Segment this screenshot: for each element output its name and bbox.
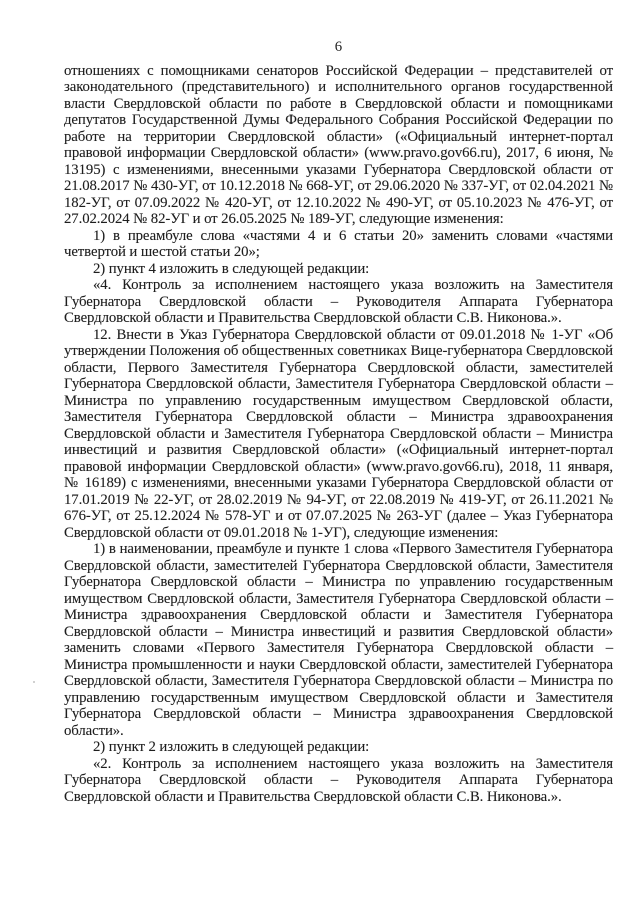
paragraph: 2) пункт 2 изложить в следующей редакции:	[93, 739, 370, 755]
paragraph: 2) пункт 4 изложить в следующей редакции:	[93, 260, 370, 277]
paragraph: 12. Внести в Указ Губернатора Свердловской области от 09.01.2018 № 1-УГ «Об утверждении Положения об общественных советниках Вице-губернатора Свердловской области, Первого Заместителя Губернатора Свердловской области, заместителей Губернатора Свердловской области, Заместителя Губернатора Свердловской области – Министра по управлению государственным имуществом Свердловской области, Заместителя Губернатора Свердловской области – Министра здравоохранения Свердловской области и Заместителя Губернатора Свердловской области – Министра инвестиций и развития Свердловской области» («Официальный интернет-портал правовой информации Свердловской области» (www.pravo.gov66.ru), 2018, 11 января, № 16189) с изменениями, внесенными указами Губернатора Свердловской области от 17.01.2019 № 22-УГ, от 28.02.2019 № 94-УГ, от 22.08.2019 № 419-УГ, от 26.11.2021 № 676-УГ, от 25.12.2024 № 578-УГ и от 07.07.2025 № 263-УГ (далее – Указ Губернатора Свердловской области от 09.01.2018 № 1-УГ), следующие изменения:	[64, 326, 613, 541]
paragraph: отношениях с помощниками сенаторов Российской Федерации – представителей от законодательного (представительного) и исполнительного органов государственной власти Свердловской области по работе в Свердловской области и помощниками депутатов Государственной Думы Федерального Собрания Российской Федерации по работе на территории Свердловской области» («Официальный интернет-портал правовой информации Свердловской области» (www.pravo.gov66.ru), 2017, 6 июня, № 13195) с изменениями, внесенными указами Губернатора Свердловской области от 21.08.2017 № 430-УГ, от 10.12.2018 № 668-УГ, от 29.06.2020 № 337-УГ, от 02.04.2021 № 182-УГ, от 07.09.2022 № 420-УГ, от 12.10.2022 № 490-УГ, от 05.10.2023 № 476-УГ, от 27.02.2024 № 82-УГ и от 26.05.2025 № 189-УГ, следующие изменения:	[64, 62, 613, 227]
paragraph: «4. Контроль за исполнением настоящего указа возложить на Заместителя Губернатора Свердловской области – Руководителя Аппарата Губернатора Свердловской области и Правительства Свердловской области С.В. Никонова.».	[64, 277, 613, 326]
paragraph: 1) в преамбуле слова «частями 4 и 6 статьи 20» заменить словами «частями четвертой и шестой статьи 20»;	[64, 227, 613, 260]
body-text	[64, 63, 613, 806]
scan-speck	[33, 681, 35, 683]
paragraph: «2. Контроль за исполнением настоящего указа возложить на Заместителя Губернатора Свердловской области – Руководителя Аппарата Губернатора Свердловской области и Правительства Свердловской области С.В. Никонова.».	[64, 755, 613, 805]
page-number: 6	[334, 39, 343, 55]
paragraph: 1) в наименовании, преамбуле и пункте 1 слова «Первого Заместителя Губернатора Свердловской области, заместителей Губернатора Свердловской области, Заместителя Губернатора Свердловской области – Министра по управлению государственным имуществом Свердловской области, Заместителя Губернатора Свердловской области – Министра здравоохранения Свердловской области и Заместителя Губернатора Свердловской области – Министра инвестиций и развития Свердловской области» заменить словами «Первого Заместителя Губернатора Свердловской области – Министра промышленности и науки Свердловской области, заместителей Губернатора Свердловской области, Заместителя Губернатора Свердловской области – Министра по управлению государственным имуществом Свердловской области и Заместителя Губернатора Свердловской области – Министра здравоохранения Свердловской области».	[64, 541, 613, 739]
